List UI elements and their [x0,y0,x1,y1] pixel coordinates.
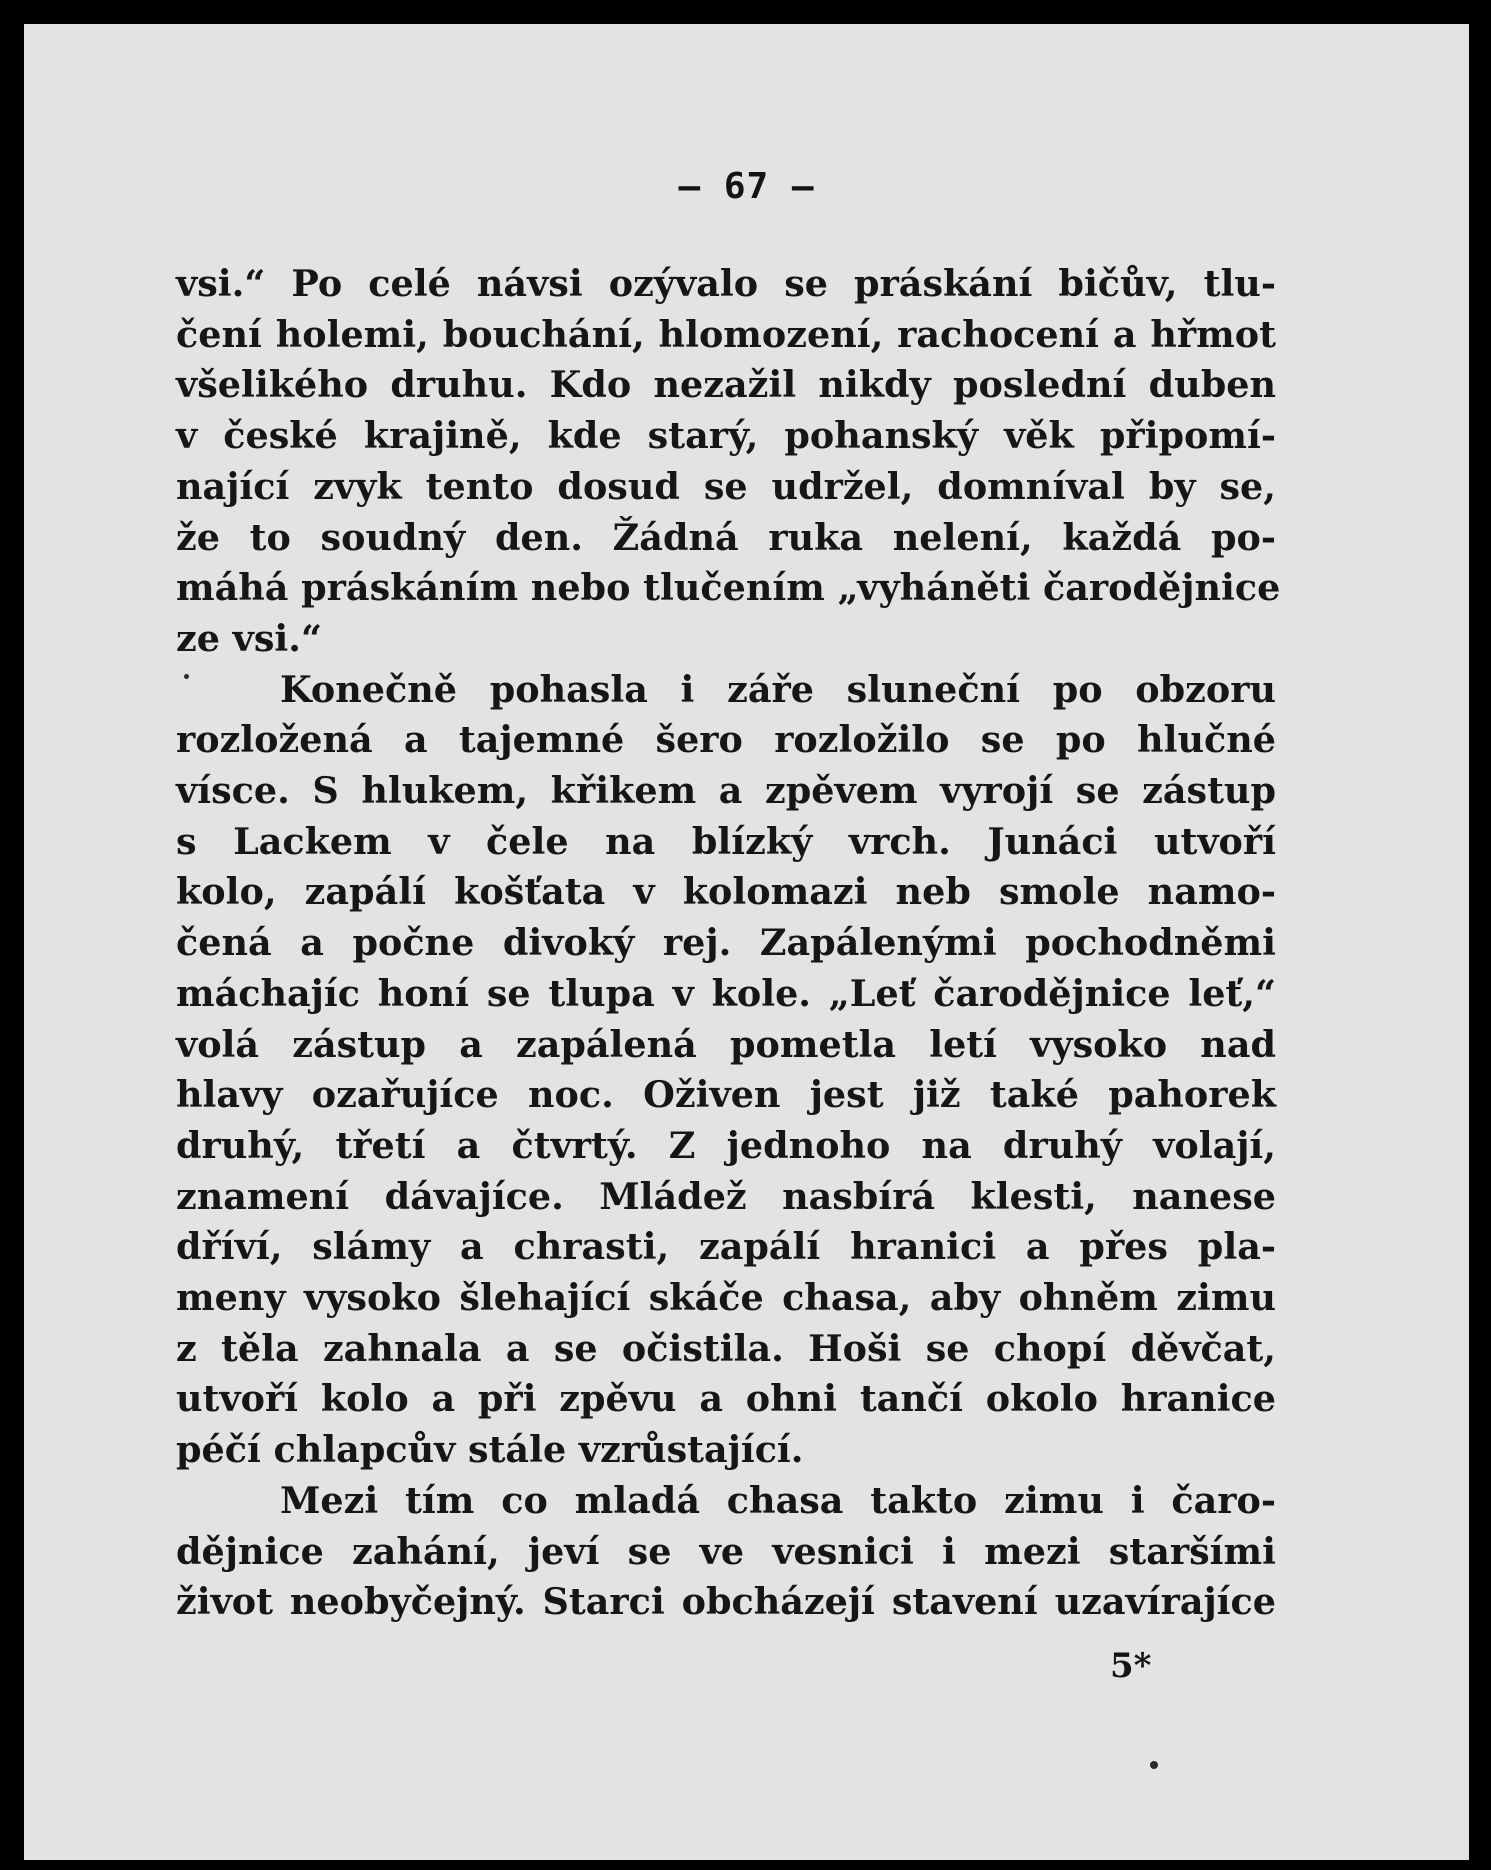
text-line: znamení dávajíce. Mládež nasbírá klesti, nanese [176,1174,1276,1218]
text-line: nající zvyk tento dosud se udržel, domníval by se, [176,464,1276,508]
text-line: všelikého druhu. Kdo nezažil nikdy poslední duben [176,363,1276,407]
book-page [24,24,1469,1860]
printer-signature: 5* [1110,1646,1152,1686]
paper-speck [184,674,189,679]
text-line: rozložená a tajemné šero rozložilo se po hlučné [176,718,1276,762]
text-line: máhá práskáním nebo tlučením „vyháněti čarodějnice [176,566,1281,610]
text-line: čení holemi, bouchání, hlomození, rachocení a hřmot [176,312,1276,356]
text-line: dějnice zahání, jeví se ve vesnici i mezi staršími [176,1529,1276,1573]
text-line: hlavy ozařujíce noc. Oživen jest již také pahorek [176,1073,1276,1117]
paragraph-start-line: Mezi tím co mladá chasa takto zimu i čaro- [280,1478,1276,1522]
text-line: s Lackem v čele na blízký vrch. Junáci utvoří [176,819,1276,863]
text-line: kolo, zapálí košťata v kolomazi neb smole namo- [176,870,1276,914]
paper-speck [1150,1761,1158,1769]
text-line: život neobyčejný. Starci obcházejí stavení uzavírajíce [176,1580,1276,1624]
text-line: v české krajině, kde starý, pohanský věk připomí- [176,414,1276,458]
text-line: máchajíc honí se tlupa v kole. „Leť čarodějnice leť,“ [176,971,1276,1015]
text-line: utvoří kolo a při zpěvu a ohni tančí okolo hranice [176,1377,1276,1421]
text-line: dříví, slámy a chrasti, zapálí hranici a přes pla- [176,1225,1276,1269]
page-number: — 67 — [678,166,815,207]
text-line: z těla zahnala a se očistila. Hoši se chopí děvčat, [176,1326,1276,1370]
text-line: čená a počne divoký rej. Zapálenými pochodněmi [176,921,1276,965]
text-line: druhý, třetí a čtvrtý. Z jednoho na druhý volají, [176,1123,1276,1167]
text-line: vsi.“ Po celé návsi ozývalo se práskání bičův, tlu- [176,262,1276,305]
text-line: ze vsi.“ [176,616,322,660]
text-line: péčí chlapcův stále vzrůstající. [176,1428,804,1472]
text-line: vísce. S hlukem, křikem a zpěvem vyrojí se zástup [176,769,1276,813]
body-text [176,259,1281,1628]
text-line: že to soudný den. Žádná ruka nelení, každá po- [176,515,1276,559]
text-line: volá zástup a zapálená pometla letí vysoko nad [176,1022,1276,1066]
text-line: meny vysoko šlehající skáče chasa, aby ohněm zimu [176,1276,1276,1320]
paragraph-start-line: Konečně pohasla i záře sluneční po obzoru [280,667,1276,711]
